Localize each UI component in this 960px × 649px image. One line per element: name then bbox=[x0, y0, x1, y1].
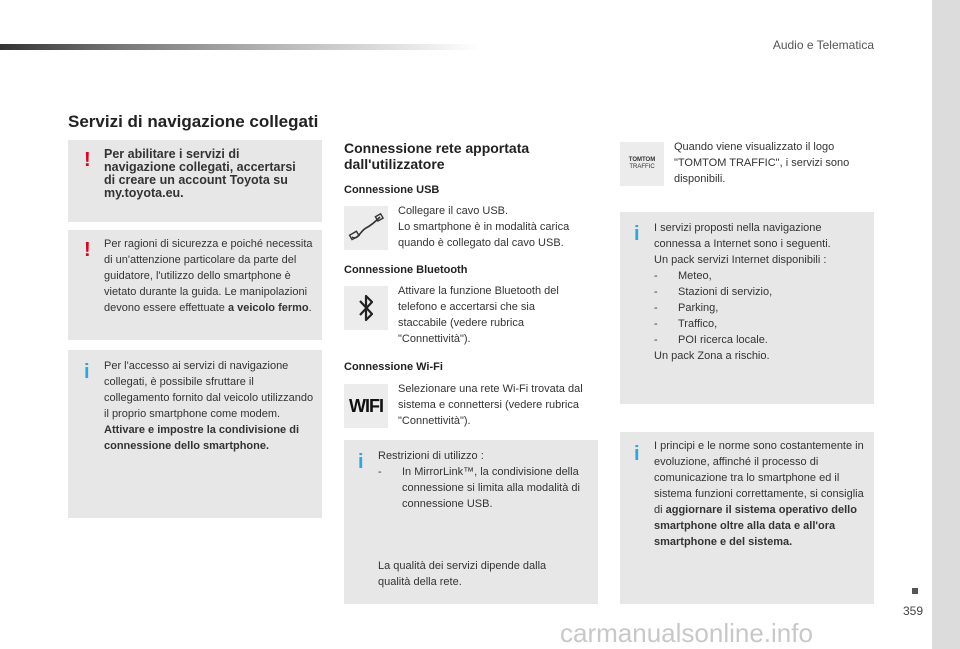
top-gradient-bar bbox=[0, 44, 480, 50]
usb-text: Collegare il cavo USB. Lo smartphone è in modalità carica quando è collegato dal cavo USB. bbox=[398, 205, 570, 249]
bluetooth-label: Connessione Bluetooth bbox=[344, 264, 468, 276]
warning-safety-end: . bbox=[308, 302, 312, 314]
services-end: Un pack Zona a rischio. bbox=[654, 350, 770, 362]
restrictions-title: Restrizioni di utilizzo : bbox=[378, 450, 484, 462]
watermark: carmanualsonline.info bbox=[560, 618, 813, 648]
info-tethering-text bbox=[104, 358, 314, 454]
service-item: - Traffico, bbox=[654, 316, 864, 332]
info-icon: i bbox=[634, 223, 640, 245]
bluetooth-text: Attivare la funzione Bluetooth del telefono e accertarsi che sia staccabile (vedere rubrica "Connettività"). bbox=[398, 285, 559, 345]
page-number: 359 bbox=[903, 604, 924, 618]
usb-cable-icon bbox=[344, 206, 388, 250]
tomtom-logo-line1: TOMTOM bbox=[628, 157, 656, 163]
bluetooth-icon bbox=[344, 286, 388, 330]
page-title: Servizi di navigazione collegati bbox=[68, 112, 319, 131]
restrictions-item: - In MirrorLink™, la condivisione della connessione si limita alla modalità di connessione USB. bbox=[378, 464, 598, 512]
info-tethering-bold: Attivare e impostre la condivisione di connessione dello smartphone. bbox=[104, 424, 299, 452]
network-heading: Connessione rete apportata dall'utilizzatore bbox=[344, 140, 530, 172]
page-dot bbox=[912, 588, 918, 594]
wifi-label: Connessione Wi-Fi bbox=[344, 361, 443, 373]
warning-icon: ! bbox=[84, 149, 91, 171]
service-item: - Parking, bbox=[654, 300, 864, 316]
info-icon: i bbox=[84, 361, 90, 383]
tomtom-text: Quando viene visualizzato il logo "TOMTOM TRAFFIC", i servizi sono disponibili. bbox=[674, 141, 850, 185]
quality-text: La qualità dei servizi dipende dalla qualità della rete. bbox=[378, 560, 547, 588]
principles-text bbox=[654, 438, 870, 550]
tomtom-traffic-logo bbox=[620, 142, 664, 186]
wifi-icon bbox=[344, 384, 388, 428]
section-header: Audio e Telematica bbox=[772, 38, 874, 52]
warning-safety-body: Per ragioni di sicurezza e poiché necessita di un'attenzione particolare da parte del guidatore, l'utilizzo dello smartphone è vietato durante la guida. Le manipolazioni devono essere effettuate bbox=[104, 238, 313, 314]
warning-safety-bold: a veicolo fermo bbox=[227, 302, 309, 314]
wifi-icon-text: WIFI bbox=[349, 395, 383, 416]
info-box-restrictions bbox=[344, 440, 598, 604]
principles-body: I principi e le norme sono costantemente in evoluzione, affinché il processo di comunicazione tra lo smartphone ed il sistema funzioni correttamente, si consiglia di bbox=[654, 440, 864, 516]
warning-account-text: Per abilitare i servizi di navigazione collegati, accertarsi di creare un account Toyota su my.toyota.eu. bbox=[104, 147, 296, 200]
restrictions-list bbox=[378, 464, 598, 512]
page-edge-tab bbox=[932, 0, 960, 649]
info-icon: i bbox=[358, 451, 364, 473]
tomtom-logo-line2: TRAFFIC bbox=[629, 164, 655, 170]
info-box-tethering bbox=[68, 350, 322, 518]
warning-box-account bbox=[68, 140, 322, 222]
services-intro: I servizi proposti nella navigazione connessa a Internet sono i seguenti. Un pack servizi Internet disponibili : bbox=[654, 222, 831, 266]
warning-safety-text bbox=[104, 236, 316, 316]
info-tethering-body: Per l'accesso ai servizi di navigazione collegati, è possibile sfruttare il collegamento fornito dal veicolo utilizzando il proprio smartphone come modem. bbox=[104, 360, 314, 420]
warning-box-safety bbox=[68, 230, 322, 340]
info-icon: i bbox=[634, 443, 640, 465]
warning-icon: ! bbox=[84, 239, 91, 261]
service-item: - POI ricerca locale. bbox=[654, 332, 864, 348]
usb-label: Connessione USB bbox=[344, 184, 440, 196]
info-box-services bbox=[620, 212, 874, 404]
wifi-text: Selezionare una rete Wi-Fi trovata dal sistema e connettersi (vedere rubrica "Connettività"). bbox=[398, 383, 583, 427]
service-item: - Meteo, bbox=[654, 268, 864, 284]
principles-bold: aggiornare il sistema operativo dello smartphone oltre alla data e all'ora smartphone e del sistema. bbox=[654, 504, 857, 548]
info-box-principles bbox=[620, 432, 874, 604]
services-list bbox=[654, 268, 864, 348]
service-item: - Stazioni di servizio, bbox=[654, 284, 864, 300]
